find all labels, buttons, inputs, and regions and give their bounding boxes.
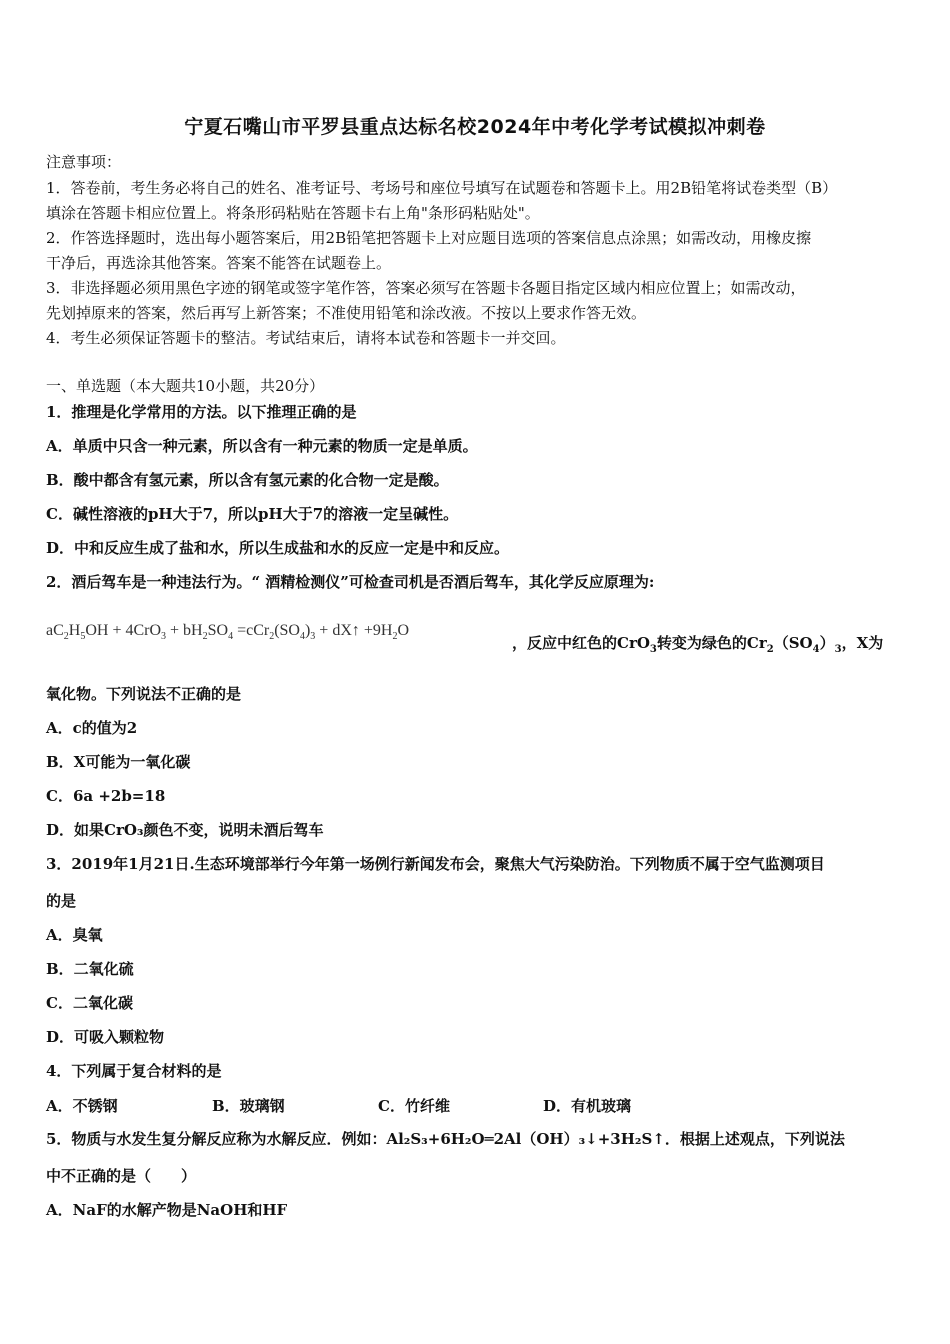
page-title: 宁夏石嘴山市平罗县重点达标名校2024年中考化学考试模拟冲刺卷 — [184, 116, 766, 138]
option-c: C．二氧化碳 — [46, 994, 133, 1012]
option-b: B．玻璃钢 — [212, 1097, 285, 1115]
question-stem: 3．2019年1月21日.生态环境部举行今年第一场例行新闻发布会，聚焦大气污染防治。下列物质不属于空气监测项目 — [46, 855, 825, 873]
option-d: D．有机玻璃 — [543, 1097, 632, 1115]
notice-line: 先划掉原来的答案，然后再写上新答案；不准使用铅笔和涂改液。不按以上要求作答无效。 — [46, 304, 647, 322]
option-c: C．6a +2b=18 — [46, 787, 166, 805]
equation-description: ，反应中红色的CrO$_3$转变为绿色的$Cr_2(SO_4)_3$，X为 — [512, 634, 884, 655]
notice-line: 1．答卷前，考生务必将自己的姓名、准考证号、考场号和座位号填写在试题卷和答题卡上。用2B铅笔将试卷类型（B） — [46, 179, 838, 197]
option-b: B．X可能为一氧化碳 — [46, 753, 191, 771]
option-a: A．NaF的水解产物是NaOH和HF — [46, 1201, 288, 1219]
option-c: C．碱性溶液的pH大于7，所以pH大于7的溶液一定呈碱性。 — [46, 505, 459, 523]
option-a: A．臭氧 — [46, 926, 103, 944]
option-a: A．c的值为2 — [46, 719, 138, 737]
option-b: B．酸中都含有氢元素，所以含有氢元素的化合物一定是酸。 — [46, 471, 449, 489]
question-stem-continued: 的是 — [46, 892, 77, 910]
notice-line: 干净后，再选涂其他答案。答案不能答在试题卷上。 — [46, 254, 392, 272]
notice-heading: 注意事项： — [46, 153, 122, 171]
notice-line: 2．作答选择题时，选出每小题答案后，用2B铅笔把答题卡上对应题目选项的答案信息点涂黑；如需改动，用橡皮擦 — [46, 229, 812, 247]
option-c: C．竹纤维 — [378, 1097, 450, 1115]
section-heading: 一、单选题（本大题共10小题，共20分） — [46, 377, 325, 395]
option-a: A．不锈钢 — [46, 1097, 118, 1115]
chemical-equation: $aC_2H_5OH + 4CrO_3 + bH_2SO_4 =cCr_2(SO_4)_3$ + dX↑ $+9H_2O$ — [46, 622, 410, 643]
question-stem: 4．下列属于复合材料的是 — [46, 1062, 222, 1080]
question-stem-continued: 氧化物。下列说法不正确的是 — [46, 685, 242, 703]
option-b: B．二氧化硫 — [46, 960, 134, 978]
question-stem: 1．推理是化学常用的方法。以下推理正确的是 — [46, 403, 357, 421]
notice-line: 4．考生必须保证答题卡的整洁。考试结束后，请将本试卷和答题卡一并交回。 — [46, 329, 566, 347]
question-stem: 5．物质与水发生复分解反应称为水解反应．例如：Al₂S₃+6H₂O═2Al（OH）₃↓+3H₂S↑．根据上述观点，下列说法 — [46, 1130, 845, 1148]
notice-line: 3．非选择题必须用黑色字迹的钢笔或签字笔作答，答案必须写在答题卡各题目指定区域内相应位置上；如需改动， — [46, 279, 806, 297]
notice-line: 填涂在答题卡相应位置上。将条形码粘贴在答题卡右上角"条形码粘贴处"。 — [46, 204, 540, 222]
option-d: D．如果CrO₃颜色不变，说明未酒后驾车 — [46, 821, 324, 839]
question-stem: 2．酒后驾车是一种违法行为。“ 酒精检测仪”可检查司机是否酒后驾车，其化学反应原理为: — [46, 573, 655, 591]
option-d: D．可吸入颗粒物 — [46, 1028, 165, 1046]
option-a: A．单质中只含一种元素，所以含有一种元素的物质一定是单质。 — [46, 437, 478, 455]
question-stem-continued: 中不正确的是（ ） — [46, 1167, 197, 1185]
option-d: D．中和反应生成了盐和水，所以生成盐和水的反应一定是中和反应。 — [46, 539, 510, 557]
